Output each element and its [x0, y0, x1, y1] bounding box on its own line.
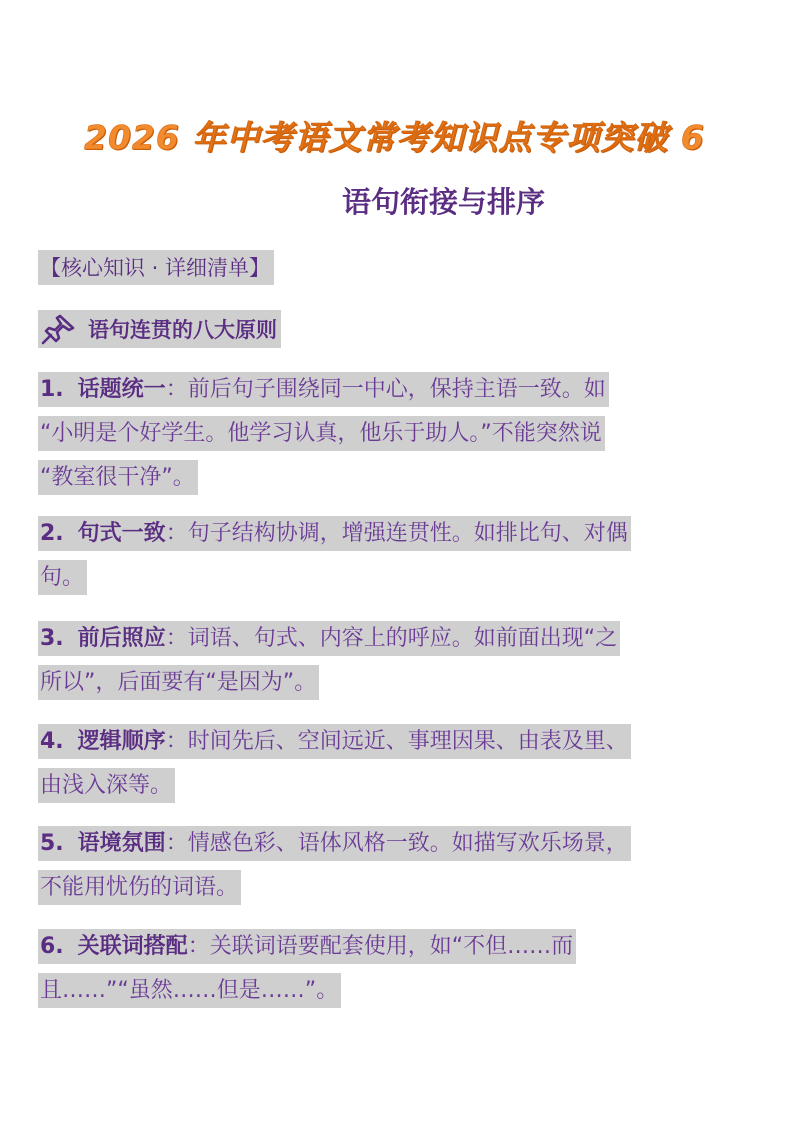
item-keyword: 逻辑顺序 [77, 729, 166, 754]
pushpin-icon [40, 313, 76, 345]
item-text: 由浅入深等。 [40, 773, 173, 798]
item-keyword: 关联词搭配 [77, 934, 188, 959]
section-heading [38, 310, 281, 348]
item-number: 6. [40, 934, 64, 959]
item-text: 且……”“虽然……但是……”。 [40, 978, 339, 1003]
section-heading-text: 语句连贯的八大原则 [88, 318, 277, 342]
list-item [38, 368, 750, 500]
item-keyword: 话题统一 [77, 377, 166, 402]
list-item [38, 925, 750, 1013]
item-text: ：情感色彩、语体风格一致。如描写欢乐场景， [165, 831, 628, 856]
item-text: ：关联词语要配套使用，如“不但……而 [187, 934, 574, 959]
item-number: 3. [40, 626, 64, 651]
item-number: 4. [40, 729, 64, 754]
list-item [38, 512, 750, 600]
item-number: 5. [40, 831, 64, 856]
item-text: 句。 [40, 565, 85, 590]
item-text: 所以”，后面要有“是因为”。 [40, 670, 317, 695]
list-item [38, 617, 750, 705]
item-text: 不能用忧伤的词语。 [40, 875, 239, 900]
item-text: ：词语、句式、内容上的呼应。如前面出现“之 [165, 626, 618, 651]
item-text: ：句子结构协调，增强连贯性。如排比句、对偶 [165, 521, 628, 546]
item-keyword: 句式一致 [77, 521, 166, 546]
section-tag: 【核心知识 · 详细清单】 [38, 250, 274, 285]
item-text: ：前后句子围绕同一中心，保持主语一致。如 [165, 377, 606, 402]
item-number: 2. [40, 521, 64, 546]
item-keyword: 前后照应 [77, 626, 166, 651]
document-subtitle: 语句衔接与排序 [342, 185, 546, 219]
item-number: 1. [40, 377, 64, 402]
item-text: “教室很干净”。 [40, 465, 195, 490]
list-item [38, 720, 750, 808]
item-text: “小明是个好学生。他学习认真，他乐于助人。”不能突然说 [40, 421, 602, 446]
document-title: 2026 年中考语文常考知识点专项突破 6 [84, 118, 705, 157]
item-keyword: 语境氛围 [77, 831, 166, 856]
list-item [38, 822, 750, 910]
item-text: ：时间先后、空间远近、事理因果、由表及里、 [165, 729, 628, 754]
